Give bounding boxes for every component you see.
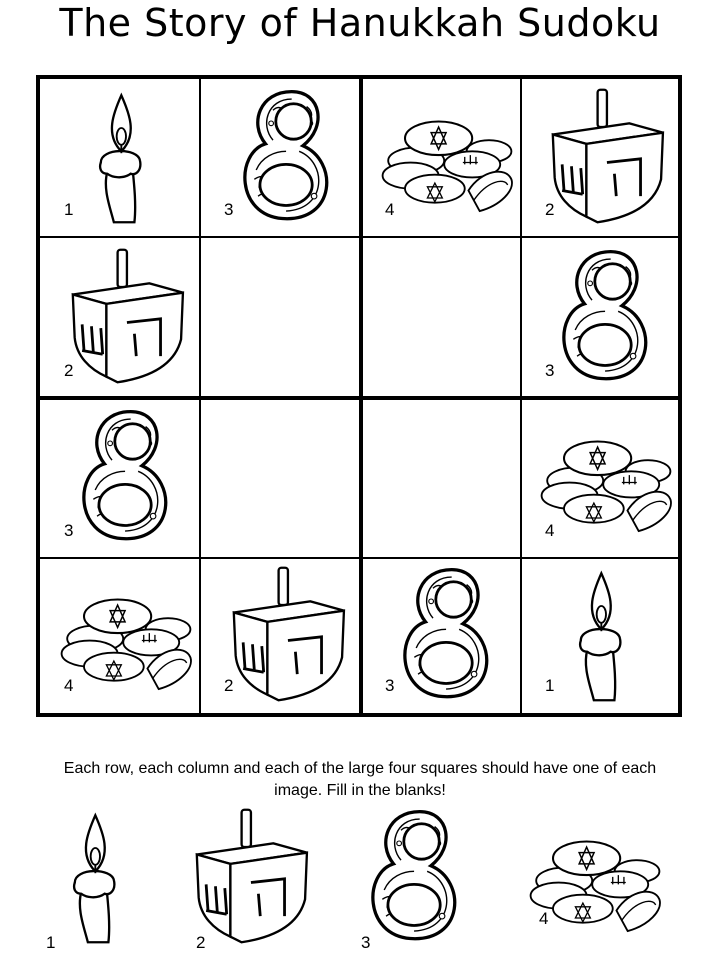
legend-number: 3 <box>361 933 371 952</box>
empty-cell[interactable] <box>200 398 361 558</box>
sudoku-cell <box>361 79 521 237</box>
cell-number: 2 <box>64 361 74 380</box>
empty-cell[interactable] <box>200 237 361 398</box>
sudoku-cell <box>521 237 678 398</box>
cell-number: 3 <box>64 521 74 540</box>
cell-number: 4 <box>385 200 395 219</box>
sudoku-cell <box>40 558 200 713</box>
number-eight-icon <box>56 406 196 546</box>
sudoku-cell <box>361 558 521 713</box>
legend-number: 4 <box>539 909 549 928</box>
cell-number: 4 <box>64 676 74 695</box>
sudoku-cell <box>40 237 200 398</box>
sudoku-board <box>36 75 682 717</box>
empty-cell[interactable] <box>361 398 521 558</box>
dreidel-icon <box>217 564 357 704</box>
gelt-coins-icon <box>56 564 196 704</box>
gelt-coins-icon <box>377 86 517 226</box>
instructions-line-2: image. Fill in the blanks! <box>274 782 446 799</box>
cell-number: 2 <box>224 676 234 695</box>
cell-number: 4 <box>545 521 555 540</box>
gelt-coins-icon <box>536 406 676 546</box>
legend-item <box>345 806 515 956</box>
number-eight-icon <box>536 246 676 386</box>
page-title: The Story of Hanukkah Sudoku <box>59 1 661 45</box>
number-eight-icon <box>217 86 357 226</box>
sudoku-cell <box>40 398 200 558</box>
cell-number: 3 <box>385 676 395 695</box>
instructions-line-1: Each row, each column and each of the large four squares should have one of each <box>63 760 657 777</box>
cell-number: 2 <box>545 200 555 219</box>
legend-item <box>30 806 200 956</box>
cell-number: 3 <box>224 200 234 219</box>
legend-number: 1 <box>46 933 56 952</box>
dreidel-icon <box>180 806 320 946</box>
sudoku-cell <box>521 558 678 713</box>
candle-icon <box>30 806 170 946</box>
number-eight-icon <box>377 564 517 704</box>
sudoku-cell <box>200 558 361 713</box>
cell-number: 1 <box>545 676 555 695</box>
candle-icon <box>56 86 196 226</box>
empty-cell[interactable] <box>361 237 521 398</box>
sudoku-cell <box>40 79 200 237</box>
cell-number: 1 <box>64 200 74 219</box>
sudoku-cell <box>521 398 678 558</box>
legend-number: 2 <box>196 933 206 952</box>
sudoku-cell <box>200 79 361 237</box>
legend-item <box>525 806 695 956</box>
candle-icon <box>536 564 676 704</box>
cell-number: 3 <box>545 361 555 380</box>
legend-item <box>180 806 350 956</box>
instructions <box>0 758 720 802</box>
dreidel-icon <box>56 246 196 386</box>
sudoku-cell <box>521 79 678 237</box>
number-eight-icon <box>345 806 485 946</box>
dreidel-icon <box>536 86 676 226</box>
